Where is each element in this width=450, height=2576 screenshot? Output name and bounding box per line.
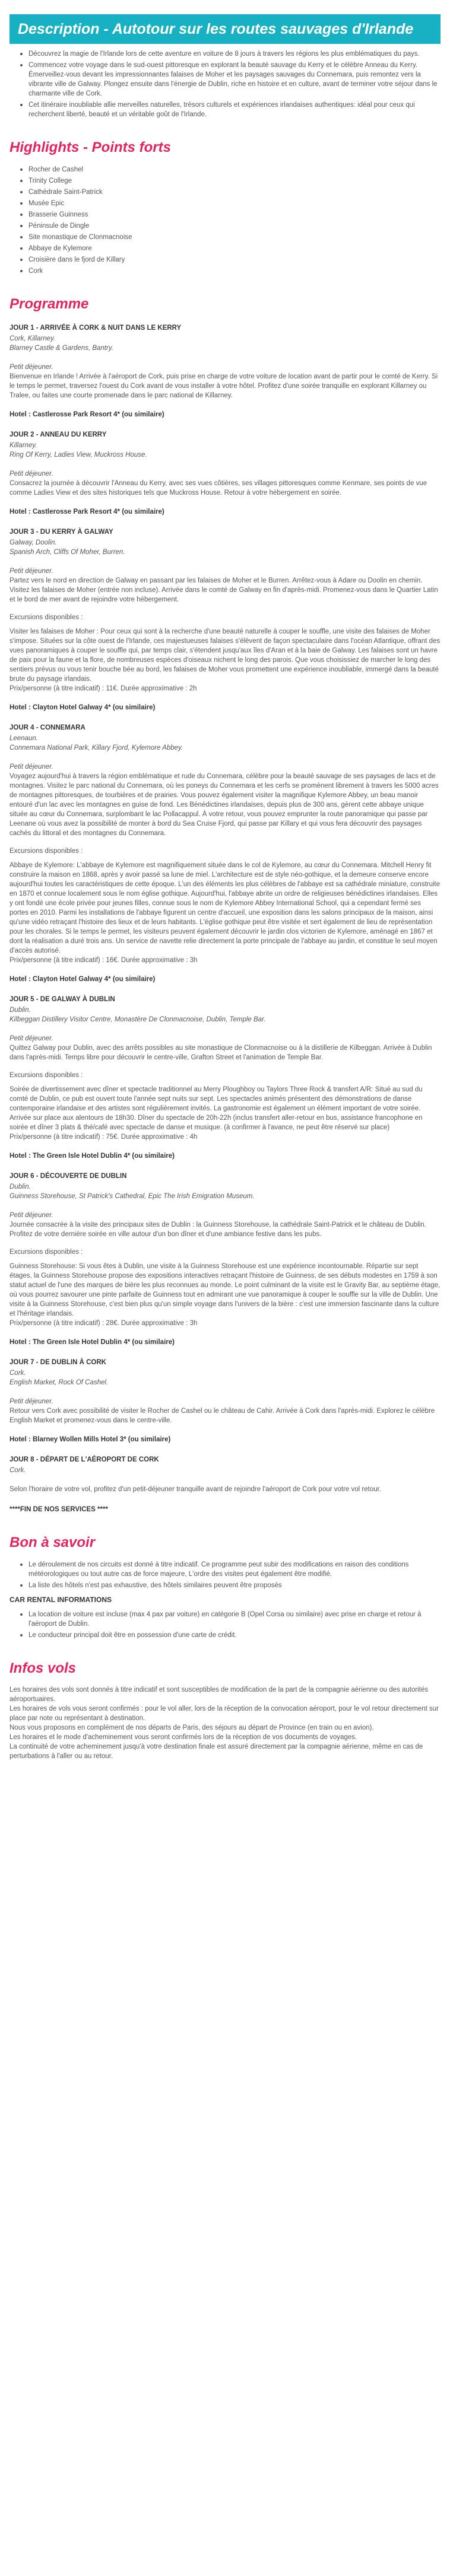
day-place-line: Connemara National Park, Killary Fjord, Kylemore Abbey. bbox=[9, 744, 183, 752]
description-title: Description - Autotour sur les routes sauvages d'Irlande bbox=[9, 14, 441, 44]
day-place-line: Dublin. bbox=[9, 1007, 31, 1014]
excursion-description: Visiter les falaises de Moher : Pour ceux qui sont à la recherche d'une beauté naturelle à couper le souffle, une visite des falaises de Moher s'impose. Situées sur la côte ouest de l'Irlande, ces majestueuses falaises s'élèvent de façon spectaculaire dans l'océan Atlantique, offrant des vues panoramiques à couper le souffle qui, par temps clair, s'étendent jusqu'aux îles d'Aran et à la baie de Galway. Les falaises sont un havre de paix pour la faune et la flore, de nombreuses espèces d'oiseaux nichent le long des parois. Que vous choisissiez de marcher le long des sentiers prévus ou vous tenir bouche bée au bord, les falaises de Moher vous promettent une expérience inoubliable, immergé dans la beauté brute du paysage irlandais. bbox=[9, 628, 441, 683]
highlight-item: • Site monastique de Clonmacnoise bbox=[28, 232, 441, 242]
car-rental-title: CAR RENTAL INFORMATIONS bbox=[9, 1596, 112, 1604]
hotel-name: Hotel : Castlerosse Park Resort 4* (ou similaire) bbox=[9, 508, 164, 515]
day-place-line: Leenaun. bbox=[9, 735, 38, 742]
highlights-list bbox=[9, 164, 441, 276]
end-of-services: ****FIN DE NOS SERVICES **** bbox=[9, 1506, 108, 1513]
day-title: JOUR 8 - DÉPART DE L'AÉROPORT DE CORK bbox=[9, 1456, 159, 1463]
highlight-item: • Péninsule de Dingle bbox=[28, 221, 441, 231]
programme-days bbox=[9, 323, 441, 1514]
excursions-label: Excursions disponibles : bbox=[9, 1249, 83, 1256]
day-place-line: Dublin. bbox=[9, 1183, 31, 1190]
day-title: JOUR 2 - ANNEAU DU KERRY bbox=[9, 431, 107, 438]
day-place-line: Killarney. bbox=[9, 442, 37, 449]
day-place-line: Cork, Killarney. bbox=[9, 335, 56, 342]
flight-info-line: Les horaires de vols vous seront confirmés : pour le vol aller, lors de la réception de la convocation aéroport, pour le vol retour directement sur place par note ou représentant à destination. bbox=[9, 1705, 439, 1722]
day-description: Consacrez la journée à découvrir l'Anneau du Kerry, avec ses vues côtières, ses villages pittoresques comme Kenmare, ses points de vue comme Ladies View et des sites historiques tels que Muckross House. Retour à votre hébergement en soirée. bbox=[9, 480, 427, 496]
excursion-price: Prix/personne (à titre indicatif) : 75€. Durée approximative : 4h bbox=[9, 1133, 198, 1141]
hotel-name: Hotel : The Green Isle Hotel Dublin 4* (ou similaire) bbox=[9, 1339, 175, 1346]
page bbox=[0, 14, 450, 1779]
car-rental-list bbox=[9, 1609, 441, 1640]
excursion-price: Prix/personne (à titre indicatif) : 11€. Durée approximative : 2h bbox=[9, 685, 197, 692]
day-places bbox=[9, 1466, 441, 1475]
highlight-item: • Cathédrale Saint-Patrick bbox=[28, 187, 441, 197]
day-place-line: Spanish Arch, Cliffs Of Moher, Burren. bbox=[9, 549, 125, 556]
highlight-item: • Brasserie Guinness bbox=[28, 209, 441, 219]
day-place-line: Cork. bbox=[9, 1370, 26, 1377]
info-item: • Le déroulement de nos circuits est donné à titre indicatif. Ce programme peut subir des modifications en raison des conditions météorologiques ou tout autre cas de force majeure, L'ordre des visites peut également être modifié. bbox=[28, 1559, 441, 1579]
flight-info-line: Les horaires des vols sont donnés à titre indicatif et sont susceptibles de modification de la part de la compagnie aérienne ou des autorités aéroportuaires. bbox=[9, 1686, 429, 1703]
day-title: JOUR 4 - CONNEMARA bbox=[9, 724, 85, 731]
description-bullet: • Commencez votre voyage dans le sud-ouest pittoresque en explorant la beauté sauvage du Kerry et le célèbre Anneau du Kerry. Émerveillez-vous devant les impressionnantes falaises de Moher et les paysages sauvages du Connemara, puis remontez vers la vibrante ville de Galway. Plongez ensuite dans l'énergie de Dublin, riche en histoire et en culture, avant de terminer votre séjour dans le charmante ville de Cork. bbox=[28, 60, 441, 98]
highlight-item: • Cork bbox=[28, 266, 441, 276]
day-place-line: English Market, Rock Of Cashel. bbox=[9, 1379, 109, 1386]
day-places bbox=[9, 538, 441, 557]
hotel-name: Hotel : Clayton Hotel Galway 4* (ou similaire) bbox=[9, 976, 156, 983]
day-meal: Petit déjeuner. bbox=[9, 470, 53, 477]
day-places bbox=[9, 1368, 441, 1387]
rental-item: • Le conducteur principal doit être en possession d'une carte de crédit. bbox=[28, 1630, 441, 1640]
description-bullet: • Cet itinéraire inoubliable allie merveilles naturelles, trésors culturels et expériences irlandaises authentiques: idéal pour ceux qui recherchent liberté, beauté et un véritable goût de l'Irlande. bbox=[28, 100, 441, 119]
hotel-name: Hotel : Blarney Wollen Mills Hotel 3* (ou similaire) bbox=[9, 1436, 171, 1443]
day-description: Voyagez aujourd'hui à travers la région emblématique et rude du Connemara, célèbre pour la beauté sauvage de ses paysages de lacs et de montagnes. Visitez le parc national du Connemara, où les poneys du Connemara et les cerfs se promènent librement à travers les 5000 acres de montagnes pittoresques, de tourbières et de prairies. Vous pouvez également visiter la magnifique Kylemore Abbey, un beau manoir entouré d'un lac avec les montagnes en guise de fond. Les Bénédictines irlandaises, depuis plus de 300 ans, gèrent cette abbaye unique située au cœur du Connemara, surplombant le lac Pollacappul. À votre retour, vous pouvez emprunter la route panoramique qui passe par Leenane où vous avez la possibilité de monter à bord du Sea Cruise Fjord, qui passe par Killary et qui vous fera découvrir des paysages cachés du littoral et des montagnes du Connemara. bbox=[9, 773, 439, 837]
excursion-price: Prix/personne (à titre indicatif) : 28€. Durée approximative : 3h bbox=[9, 1320, 198, 1327]
programme-title: Programme bbox=[9, 296, 89, 312]
hotel-name: Hotel : Clayton Hotel Galway 4* (ou similaire) bbox=[9, 704, 156, 711]
infos-vols-text bbox=[9, 1685, 441, 1761]
excursion-description: Abbaye de Kylemore: L'abbaye de Kylemore est magnifiquement située dans le col de Kylemore, au cœur du Connemara. Mitchell Henry fit construire la maison en 1868, après y avoir passé sa lune de miel. L'architecture est de style néo-gothique, et la demeure conserve encore aujourd'hui toutes les caractéristiques de cette époque. L'un des éléments les plus célèbres de l'abbaye est sa cathédrale miniature, construite en 1870 et connue localement sous le nom église gothique. Aujourd'hui, l'abbaye abrite un ordre de religieuses bénédictines irlandaises. Elles y ont fondé une école privée pour jeunes filles, connue sous le nom de Kylemore Abbey International School, qui a cependant fermé ses portes en 2010. Parmi les installations de l'abbaye figurent un centre d'accueil, une exposition dans les salons principaux de la maison, ainsi qu'une vidéo retraçant l'histoire des lieux et de leurs habitants. L'église gothique peut être visitée et sert également de lieu de représentation pour les chorales. Si le temps le permet, les visiteurs peuvent également découvrir le jardin clos victorien de Kylemore, aménagé en 1867 et dont la réalisation a duré trois ans. Un service de navette relie directement la porte principale de l'abbaye au jardin, et constitue le seul moyen d'accès autorisé. bbox=[9, 862, 441, 954]
day-meal: Petit déjeuner. bbox=[9, 1398, 53, 1405]
day-places bbox=[9, 734, 441, 753]
excursion-description: Guinness Storehouse: Si vous êtes à Dublin, une visite à la Guinness Storehouse est une expérience incontournable. Répartie sur sept étages, la Guinness Storehouse propose des expositions interactives retraçant l'histoire de Guinness, de ses débuts modestes en 1759 à son statut actuel de l'une des marques de bière les plus reconnues au monde. Le point culminant de la visite est le Gravity Bar, au septième étage, où vous pourrez savourer une pinte parfaite de Guinness tout en admirant une vue panoramique à couper le souffle sur la ville de Dublin. Une visite à la Guinness Storehouse, c'est bien plus qu'un simple voyage dans l'univers de la bière : c'est une immersion fascinante dans la culture et l'héritage irlandais. bbox=[9, 1263, 441, 1317]
highlight-item: • Abbaye de Kylemore bbox=[28, 243, 441, 253]
info-item: • La liste des hôtels n'est pas exhaustive, des hôtels similaires peuvent être proposés bbox=[28, 1580, 441, 1590]
day-block bbox=[9, 1171, 441, 1347]
day-block bbox=[9, 1358, 441, 1444]
day-places bbox=[9, 334, 441, 353]
day-places bbox=[9, 1182, 441, 1201]
highlights-title: Highlights - Points forts bbox=[9, 139, 171, 155]
day-meal: Petit déjeuner. bbox=[9, 364, 53, 371]
highlight-item: • Trinity College bbox=[28, 176, 441, 186]
day-description: Retour vers Cork avec possibilité de visiter le Rocher de Cashel ou le château de Cahir. Arrivée à Cork dans l'après-midi. Explorez le célèbre English Market et promenez-vous dans le centre-ville. bbox=[9, 1408, 435, 1424]
infos-vols-title: Infos vols bbox=[9, 1660, 77, 1676]
description-bullet: • Découvrez la magie de l'Irlande lors de cette aventure en voiture de 8 jours à travers les régions les plus emblématiques du pays. bbox=[28, 49, 441, 59]
day-description: Bienvenue en Irlande ! Arrivée à l'aéroport de Cork, puis prise en charge de votre voiture de location avant de partir pour le comté de Kerry. Si le temps le permet, traversez l'ouest du Cork avant de vous installer à votre hôtel. Profitez d'une soirée tranquille en explorant Killarney ou Tralee, ou faites une courte promenade dans le parc national de Killarney. bbox=[9, 373, 438, 399]
day-meal: Petit déjeuner. bbox=[9, 1212, 53, 1219]
day-block bbox=[9, 527, 441, 712]
description-list bbox=[9, 49, 441, 119]
day-meal: Petit déjeuner. bbox=[9, 763, 53, 770]
day-block bbox=[9, 995, 441, 1161]
day-title: JOUR 1 - ARRIVÉE À CORK & NUIT DANS LE KERRY bbox=[9, 324, 182, 332]
bon-a-savoir-title: Bon à savoir bbox=[9, 1534, 96, 1550]
excursion-price: Prix/personne (à titre indicatif) : 16€. Durée approximative : 3h bbox=[9, 957, 198, 964]
highlight-item: • Croisière dans le fjord de Killary bbox=[28, 254, 441, 265]
day-title: JOUR 6 - DÉCOUVERTE DE DUBLIN bbox=[9, 1173, 127, 1180]
day-place-line: Guinness Storehouse, St Patrick's Cathedral, Epic The Irish Emigration Museum. bbox=[9, 1193, 255, 1200]
flight-info-line: Nous vous proposons en complément de nos départs de Paris, des séjours au départ de Province (en train ou en avion). bbox=[9, 1724, 374, 1731]
day-title: JOUR 3 - DU KERRY À GALWAY bbox=[9, 528, 113, 536]
day-block bbox=[9, 723, 441, 984]
day-place-line: Cork. bbox=[9, 1467, 26, 1474]
excursions-label: Excursions disponibles : bbox=[9, 614, 83, 621]
day-title: JOUR 5 - DE GALWAY À DUBLIN bbox=[9, 996, 115, 1003]
day-block bbox=[9, 323, 441, 419]
day-title: JOUR 7 - DE DUBLIN À CORK bbox=[9, 1359, 106, 1366]
day-block bbox=[9, 1455, 441, 1514]
day-place-line: Kilbeggan Distillery Visitor Centre, Monastère De Clonmacnoise, Dublin, Temple Bar. bbox=[9, 1016, 266, 1023]
day-place-line: Galway, Doolin. bbox=[9, 539, 57, 546]
day-place-line: Blarney Castle & Gardens, Bantry. bbox=[9, 345, 113, 352]
day-places bbox=[9, 1005, 441, 1024]
flight-info-line: Les horaires et le mode d'acheminement vous seront confirmés lors de la réception de vos documents de voyages. bbox=[9, 1734, 357, 1741]
highlight-item: • Rocher de Cashel bbox=[28, 164, 441, 174]
excursions-label: Excursions disponibles : bbox=[9, 1072, 83, 1079]
flight-info-line: La continuité de votre acheminement jusqu'à votre destination finale est assuré directement par la compagnie aérienne, même en cas de perturbations à l'aller ou au retour. bbox=[9, 1743, 423, 1760]
day-block bbox=[9, 430, 441, 517]
hotel-name: Hotel : Castlerosse Park Resort 4* (ou similaire) bbox=[9, 411, 164, 418]
day-description: Partez vers le nord en direction de Galway en passant par les falaises de Moher et le Burren. Arrêtez-vous à Adare ou Doolin en chemin. Visitez les falaises de Moher (entrée non incluse). Arrivée dans le comté de Galway en fin d'après-midi. Promenez-vous dans le Quartier Latin et le bord de mer avant de rejoindre votre hébergement. bbox=[9, 577, 438, 603]
day-places bbox=[9, 441, 441, 460]
excursion-description: Soirée de divertissement avec dîner et spectacle traditionnel au Merry Ploughboy ou Taylors Three Rock & transfert A/R: Situé au sud du comté de Dublin, ce pub est ouvert toute l'année sept nuits sur sept. Les spectacles animés présentent des démonstrations de danse contemporaine irlandaise et des artistes sont régulièrement invités. La gastronomie est également un élément important de votre soirée. Arrivée sur place aux alentours de 18h30. Dîner du spectacle de 20h-22h (inclus transfert aller-retour en bus, assistance francophone en soirée et dîner 3 plats & thé/café avec spectacle de danse et musique. (à confirmer à l'avance, ne peut être réservé sur place) bbox=[9, 1086, 423, 1131]
bon-a-savoir-list bbox=[9, 1559, 441, 1590]
day-description: Quittez Galway pour Dublin, avec des arrêts possibles au site monastique de Clonmacnoise ou à la distillerie de Kilbeggan. Arrivée à Dublin dans l'après-midi. Temps libre pour découvrir le centre-ville, Grafton Street et l'animation de Temple Bar. bbox=[9, 1045, 432, 1061]
rental-item: • La location de voiture est incluse (max 4 pax par voiture) en catégorie B (Opel Corsa ou similaire) avec prise en charge et retour à l'aéroport de Dublin. bbox=[28, 1609, 441, 1629]
highlight-item: • Musée Epic bbox=[28, 198, 441, 208]
excursions-label: Excursions disponibles : bbox=[9, 848, 83, 855]
day-description: Journée consacrée à la visite des principaux sites de Dublin : la Guinness Storehouse, la cathédrale Saint-Patrick et le château de Dublin. Profitez de votre dernière soirée en ville autour d'un bon dîner et d'une ambiance festive dans les pubs. bbox=[9, 1221, 426, 1238]
day-description: Selon l'horaire de votre vol, profitez d'un petit-déjeuner tranquille avant de rejoindre l'aéroport de Cork pour votre vol retour. bbox=[9, 1486, 382, 1493]
day-meal: Petit déjeuner. bbox=[9, 1035, 53, 1042]
day-place-line: Ring Of Kerry, Ladies View, Muckross House. bbox=[9, 451, 147, 458]
day-meal: Petit déjeuner. bbox=[9, 568, 53, 575]
hotel-name: Hotel : The Green Isle Hotel Dublin 4* (ou similaire) bbox=[9, 1152, 175, 1160]
